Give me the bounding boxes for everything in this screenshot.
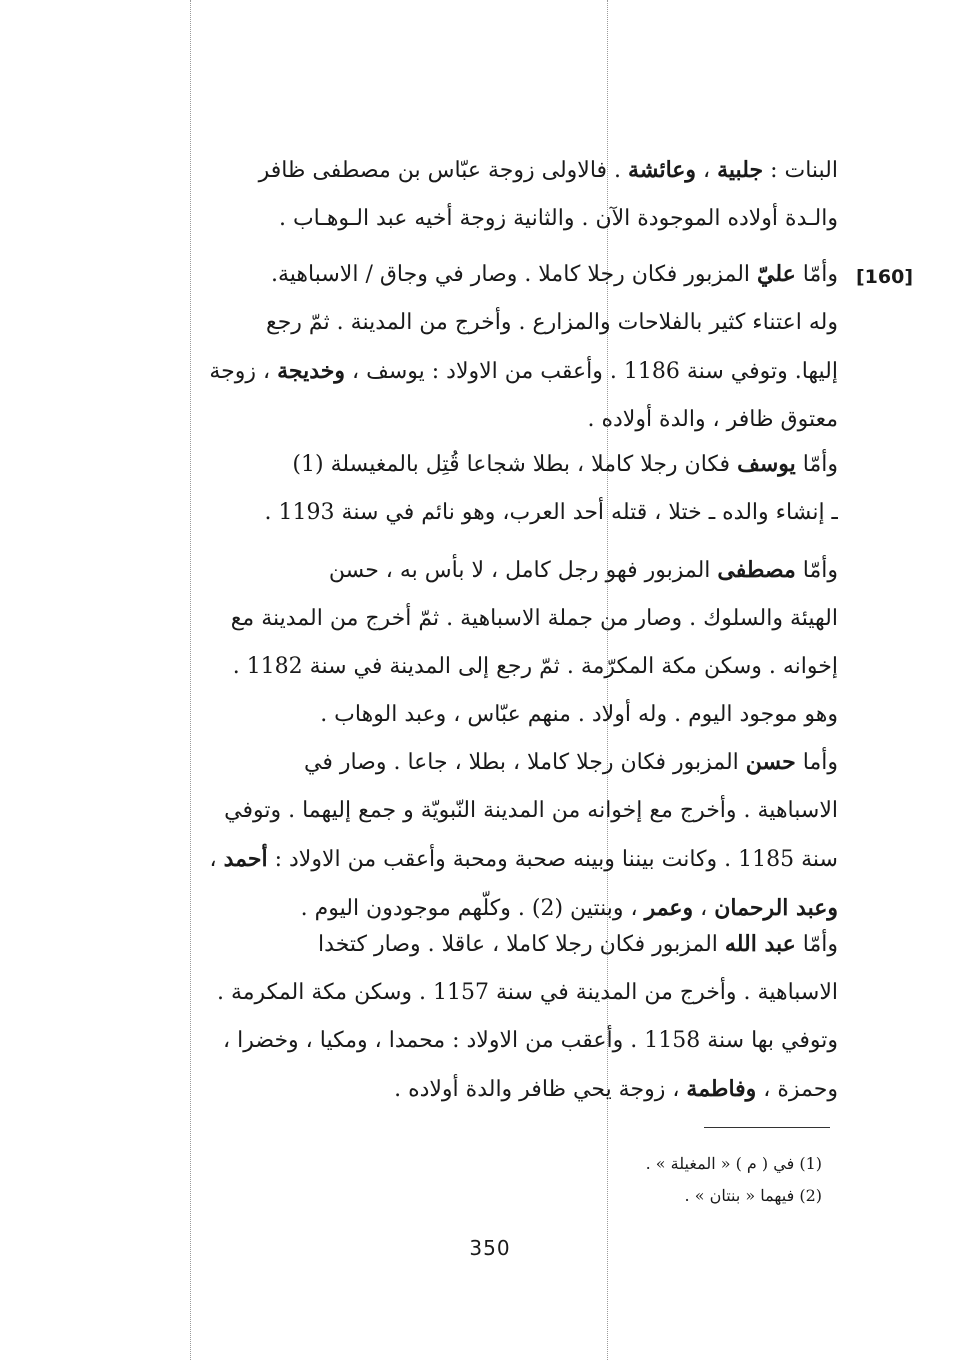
- text-line: وأما حسن المزبور فكان رجلا كاملا ، بطلا ، جاعا . وصار في: [304, 749, 838, 775]
- text-line: وأمّا يوسف فكان رجلا كاملا ، بطلا شجاعا قُتِل بالمغيسلة (1): [292, 451, 838, 477]
- text-line: وحمزة ، وفاطمة ، زوجة يحي ظافر والدة أولاده .: [394, 1076, 838, 1102]
- bold-name: وخديجة: [277, 358, 345, 384]
- text-line: إليها. وتوفي سنة 1186 . وأعقب من الاولاد : يوسف ، وخديجة ، زوجة: [209, 358, 838, 384]
- footnote-divider: [704, 1127, 830, 1128]
- text-line: وأمّا عبد الله المزبور فكان رجلا كاملا ، عاقلا . وصار كتخدا: [318, 931, 838, 957]
- bold-name: أحمد: [223, 846, 268, 872]
- text-line: الاسباهية . وأخرج من المدينة في سنة 1157 . وسكن مكة المكرمة .: [216, 980, 838, 1005]
- text-line: وتوفي بها سنة 1158 . وأعقب من الاولاد : محمدا ، ومكيا ، وخضرا ،: [223, 1028, 838, 1053]
- text-line: وهو موجود اليوم . وله أولاد . منهم عبّاس ، وعبد الوهاب .: [320, 702, 838, 727]
- page-number: 350: [469, 1236, 511, 1260]
- footnotes: [440, 1148, 822, 1212]
- bold-name: وعائشة: [628, 157, 697, 183]
- footnote: (1) في ( م ) « المغيلة » .: [645, 1154, 822, 1173]
- text-line: إخوانه . وسكن مكة المكرّمة . ثمّ رجع إلى المدينة في سنة 1182 .: [232, 654, 838, 679]
- text-line: الهيئة والسلوك . وصار من جملة الاسباهية . ثمّ أخرج من المدينة مع: [230, 606, 838, 631]
- text-line: البنات : جلبية ، وعائشة . فالاولى زوجة عبّاس بن مصطفى ظافر: [258, 157, 838, 183]
- bold-name: يوسف: [737, 451, 796, 477]
- bold-name: وعمر: [644, 895, 694, 921]
- bold-name: عليّ: [757, 261, 796, 287]
- text-line: وله اعتناء كثير بالفلاحات والمزارع . وأخرج من المدينة . ثمّ رجع: [266, 310, 838, 335]
- text-line: الاسباهية . وأخرج مع إخوانه من المدينة النّبويّة و جمع إليهما . وتوفي: [224, 798, 838, 823]
- text-line: وأمّا عليّ المزبور فكان رجلا كاملا . وصار في وجاق / الاسباهية.: [271, 261, 838, 287]
- paragraph: [160, 920, 838, 1114]
- bold-name: حسن: [745, 749, 796, 775]
- text-line: ـ إنشاء والده ـ ختلا ، قتله أحد العرب، وهو نائم في سنة 1193 .: [264, 500, 838, 525]
- bold-name: وفاطمة: [686, 1076, 757, 1102]
- bold-name: جلبية: [717, 157, 764, 183]
- bold-name: وعبد الرحمان: [714, 895, 838, 921]
- footnote: (2) فيهما « بنتان » .: [684, 1186, 822, 1205]
- text-line: والـدة أولاده الموجودة الآن . والثانية زوجة أخيه عبد الـوهـاب .: [278, 206, 838, 231]
- text-line: سنة 1185 . وكانت بيننا وبينه صحبة ومحبة وأعقب من الاولاد : أحمد ،: [209, 846, 838, 872]
- margin-note-number: [160]: [856, 266, 914, 288]
- bold-name: عبد الله: [724, 931, 796, 957]
- paragraph: [160, 146, 838, 243]
- text-line: معتوق ظافر ، والدة أولاده .: [587, 407, 838, 432]
- paragraph: [160, 250, 838, 444]
- paragraph: [160, 546, 838, 739]
- paragraph: [160, 440, 838, 537]
- paragraph: [160, 738, 838, 933]
- bold-name: مصطفى: [717, 557, 796, 583]
- text-line: وأمّا مصطفى المزبور فهو رجل كامل ، لا بأس به ، حسن: [328, 557, 838, 583]
- text-line: وعبد الرحمان ، وعمر ، وبنتين (2) . وكلّهم موجودون اليوم .: [300, 895, 838, 921]
